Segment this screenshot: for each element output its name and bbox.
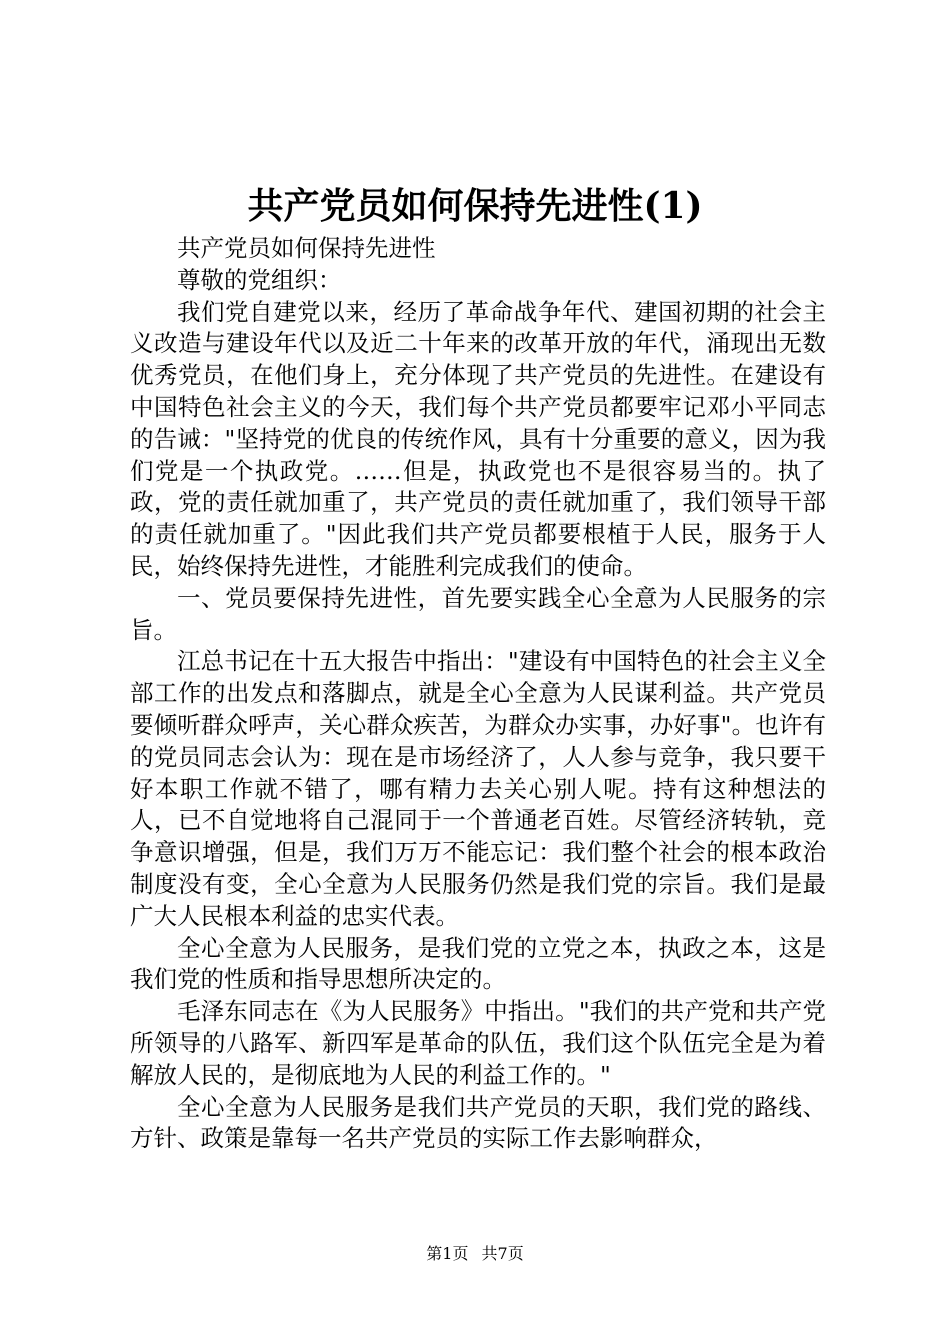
- paragraph-heading: 一、党员要保持先进性，首先要实践全心全意为人民服务的宗旨。: [130, 583, 826, 644]
- paragraph-subtitle: 共产党员如何保持先进性: [177, 234, 436, 262]
- paragraph-salutation: 尊敬的党组织：: [177, 265, 342, 294]
- paragraph: 毛泽东同志在《为人民服务》中指出。"我们的共产党和共产党所领导的八路军、新四军是革命的队伍，我们这个队伍完全是为着解放人民的，是彻底地为人民的利益工作的。": [130, 997, 826, 1089]
- document-body: [130, 233, 826, 1155]
- paragraph: 全心全意为人民服务是我们共产党员的天职，我们党的路线、方针、政策是靠每一名共产党员的实际工作去影响群众，: [130, 1092, 826, 1153]
- page-number: 第1页: [426, 1244, 469, 1263]
- paragraph: 江总书记在十五大报告中指出："建设有中国特色的社会主义全部工作的出发点和落脚点，就是全心全意为人民谋利益。共产党员要倾听群众呼声，关心群众疾苦，为群众办实事，办好事"。也许有的党员同志会认为：现在是市场经济了，人人参与竞争，我只要干好本职工作就不错了，哪有精力去关心别人呢。持有这种想法的人，已不自觉地将自己混同于一个普通老百姓。尽管经济转轨，竞争意识增强，但是，我们万万不能忘记：我们整个社会的根本政治制度没有变，全心全意为人民服务仍然是我们党的宗旨。我们是最广大人民根本利益的忠实代表。: [130, 647, 826, 930]
- page-footer: [0, 1243, 950, 1265]
- page-total: 共7页: [481, 1244, 524, 1263]
- paragraph: 全心全意为人民服务，是我们党的立党之本，执政之本，这是我们党的性质和指导思想所决定的。: [130, 933, 826, 994]
- paragraph: 我们党自建党以来，经历了革命战争年代、建国初期的社会主义改造与建设年代以及近二十年来的改革开放的年代，涌现出无数优秀党员，在他们身上，充分体现了共产党员的先进性。在建设有中国特色社会主义的今天，我们每个共产党员都要牢记邓小平同志的告诫："坚持党的优良的传统作风，具有十分重要的意义，因为我们党是一个执政党。……但是，执政党也不是很容易当的。执了政，党的责任就加重了，共产党员的责任就加重了，我们领导干部的责任就加重了。"因此我们共产党员都要根植于人民，服务于人民，始终保持先进性，才能胜利完成我们的使命。: [130, 297, 826, 580]
- document-title: 共产党员如何保持先进性(1): [247, 185, 703, 227]
